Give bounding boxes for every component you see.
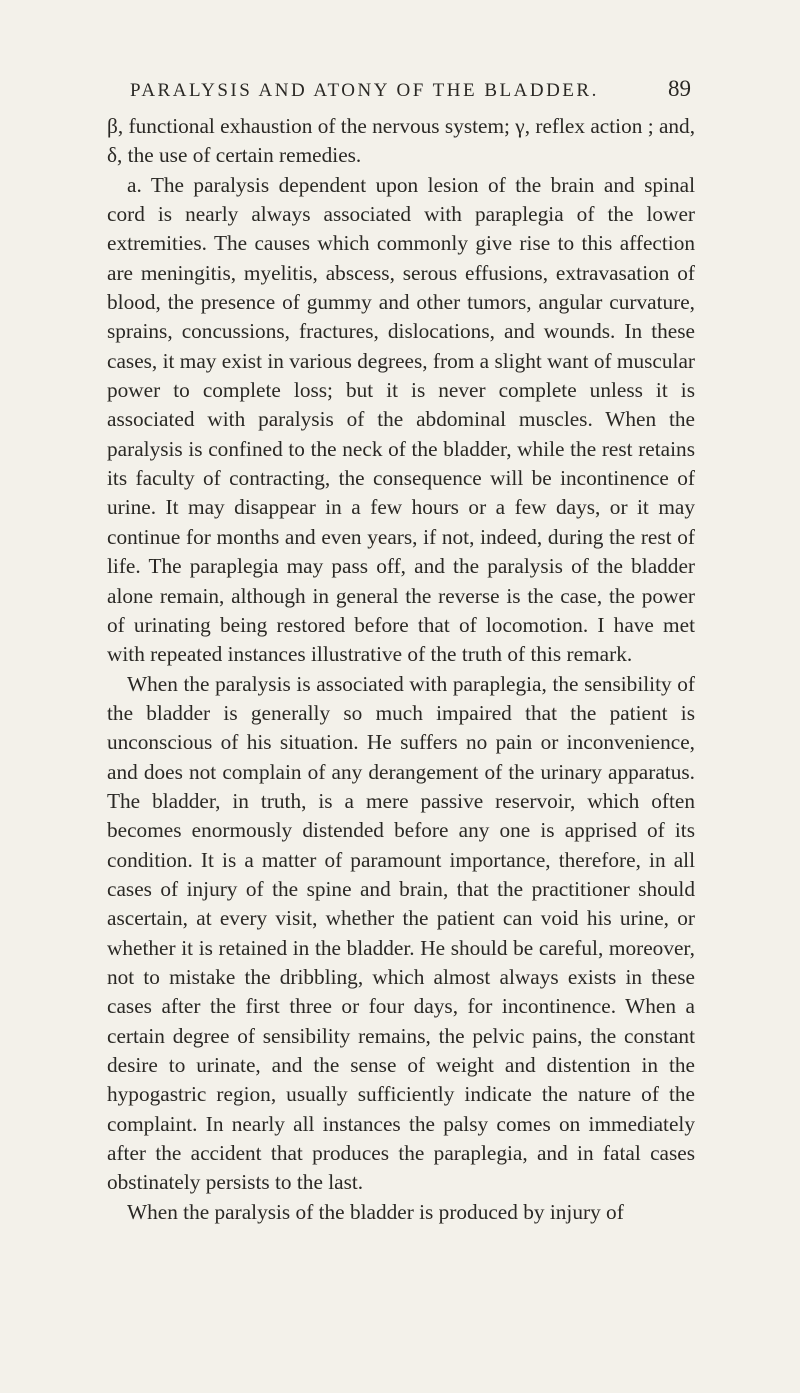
page-number: 89: [668, 76, 691, 101]
body-text: [107, 112, 695, 1227]
paragraph-injury: When the paralysis of the bladder is produced by injury of: [127, 1199, 624, 1224]
running-head: PARALYSIS AND ATONY OF THE BLADDER.: [130, 80, 599, 101]
paragraph-paralysis-brain-spinal: a. The paralysis dependent upon lesion of the brain and spinal cord is nearly always associated with paraplegia of the lower extremities. The causes which commonly give rise to this affection are meningitis, myelitis, abscess, serous effusions, extravasation of blood, the presence of gummy and other tumors, angular curvature, sprains, concussions, fractures, dislocations, and wounds. In these cases, it may exist in various degrees, from a slight want of muscular power to complete loss; but it is never complete unless it is associated with paralysis of the abdominal muscles. When the paralysis is confined to the neck of the bladder, while the rest retains its faculty of contracting, the consequence will be incontinence of urine. It may disappear in a few hours or a few days, or it may continue for months and even years, if not, indeed, during the rest of life. The paraplegia may pass off, and the paralysis of the bladder alone remain, although in general the reverse is the case, the power of urinating being restored before that of locomotion. I have met with repeated instances illustrative of the truth of this remark.: [107, 172, 695, 667]
paragraph-continuation: β, functional exhaustion of the nervous system; γ, reflex action ; and, δ, the use of certain remedies.: [107, 114, 696, 168]
paragraph-sensibility: When the paralysis is associated with paraplegia, the sensibility of the bladder is generally so much impaired that the patient is unconscious of his situation. He suffers no pain or inconvenience, and does not complain of any derangement of the urinary apparatus. The bladder, in truth, is a mere passive reservoir, which often becomes enormously distended before any one is apprised of its condition. It is a matter of paramount importance, therefore, in all cases of injury of the spine and brain, that the practitioner should ascertain, at every visit, whether the patient can void his urine, or whether it is retained in the bladder. He should be careful, moreover, not to mistake the dribbling, which almost always exists in these cases after the first three or four days, for incontinence. When a certain degree of sensibility remains, the pelvic pains, the constant desire to urinate, and the sense of weight and distention in the hypogastric region, usually sufficiently indicate the nature of the complaint. In nearly all instances the palsy comes on immediately after the accident that produces the paraplegia, and in fatal cases obstinately persists to the last.: [107, 671, 695, 1195]
